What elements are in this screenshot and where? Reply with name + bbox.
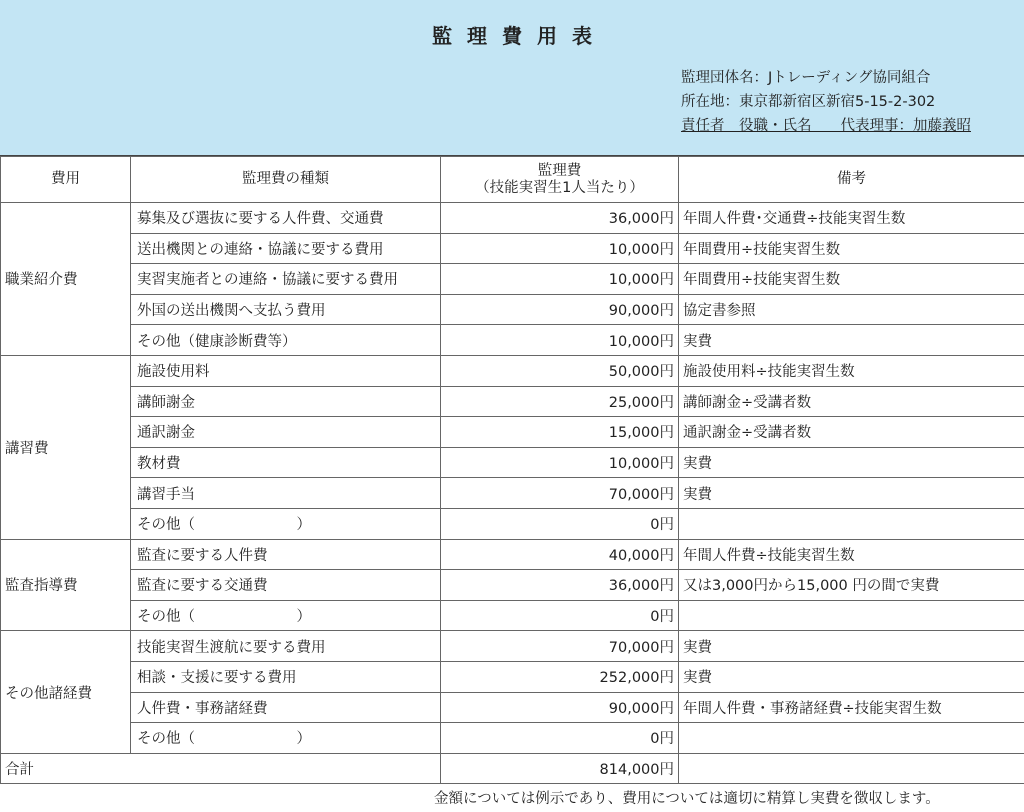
footnote: 金額については例示であり、費用については適切に精算し実費を徴収します。 <box>434 791 940 807</box>
table-row <box>1 478 1024 509</box>
amount-cell: 0円 <box>441 600 679 631</box>
amount-cell: 10,000円 <box>441 325 679 356</box>
amount-cell: 70,000円 <box>441 631 679 662</box>
type-cell: その他（健康診断費等） <box>131 325 441 356</box>
table-row <box>1 570 1024 601</box>
amount-cell: 15,000円 <box>441 417 679 448</box>
amount-cell: 50,000円 <box>441 355 679 386</box>
category-cell: 職業紹介費 <box>1 203 131 356</box>
note-cell <box>679 508 1024 539</box>
type-cell: 人件費・事務諸経費 <box>131 692 441 723</box>
type-cell: その他（ ） <box>131 723 441 754</box>
table-row <box>1 203 1024 234</box>
note-cell: 実費 <box>679 325 1024 356</box>
type-cell: 外国の送出機関へ支払う費用 <box>131 294 441 325</box>
type-cell: 講師謝金 <box>131 386 441 417</box>
total-row <box>1 753 1024 784</box>
org-responsible: 責任者 役職・氏名 代表理事：加藤義昭 <box>681 118 971 134</box>
table-row <box>1 539 1024 570</box>
table-header-row <box>1 157 1024 203</box>
note-cell <box>679 723 1024 754</box>
col-header-type: 監理費の種類 <box>131 157 441 203</box>
type-cell: 教材費 <box>131 447 441 478</box>
amount-cell: 0円 <box>441 723 679 754</box>
table-row <box>1 723 1024 754</box>
table-row <box>1 692 1024 723</box>
table-row <box>1 325 1024 356</box>
fee-table <box>0 156 1024 784</box>
type-cell: その他（ ） <box>131 600 441 631</box>
category-cell: 監査指導費 <box>1 539 131 631</box>
table-row <box>1 233 1024 264</box>
type-cell: 監査に要する交通費 <box>131 570 441 601</box>
note-cell: 実費 <box>679 631 1024 662</box>
amount-cell: 40,000円 <box>441 539 679 570</box>
page-title: 監理費用表 <box>432 24 607 48</box>
col-header-amount-line1: 監理費 <box>537 162 582 179</box>
type-cell: 技能実習生渡航に要する費用 <box>131 631 441 662</box>
total-note-cell <box>679 753 1024 784</box>
amount-cell: 10,000円 <box>441 264 679 295</box>
note-cell: 通訳謝金÷受講者数 <box>679 417 1024 448</box>
type-cell: 施設使用料 <box>131 355 441 386</box>
note-cell: 又は3,000円から15,000 円の間で実費 <box>679 570 1024 601</box>
amount-cell: 36,000円 <box>441 570 679 601</box>
col-header-note: 備考 <box>679 157 1024 203</box>
type-cell: その他（ ） <box>131 508 441 539</box>
col-header-category: 費用 <box>1 157 131 203</box>
note-cell: 年間費用÷技能実習生数 <box>679 264 1024 295</box>
amount-cell: 252,000円 <box>441 661 679 692</box>
table-row <box>1 600 1024 631</box>
note-cell: 年間人件費・事務諸経費÷技能実習生数 <box>679 692 1024 723</box>
total-blank-cell <box>131 753 441 784</box>
amount-cell: 10,000円 <box>441 233 679 264</box>
col-header-amount-line2: （技能実習生1人当たり） <box>475 179 644 196</box>
table-row <box>1 631 1024 662</box>
amount-cell: 25,000円 <box>441 386 679 417</box>
amount-cell: 90,000円 <box>441 294 679 325</box>
table-body <box>1 203 1024 784</box>
note-cell: 講師謝金÷受講者数 <box>679 386 1024 417</box>
category-cell: その他諸経費 <box>1 631 131 753</box>
table-row <box>1 386 1024 417</box>
type-cell: 送出機関との連絡・協議に要する費用 <box>131 233 441 264</box>
type-cell: 通訳謝金 <box>131 417 441 448</box>
note-cell: 実費 <box>679 478 1024 509</box>
note-cell: 年間人件費÷技能実習生数 <box>679 539 1024 570</box>
table-row <box>1 294 1024 325</box>
type-cell: 講習手当 <box>131 478 441 509</box>
table-row <box>1 264 1024 295</box>
note-cell: 実費 <box>679 447 1024 478</box>
table-row <box>1 447 1024 478</box>
note-cell: 実費 <box>679 661 1024 692</box>
table-row <box>1 508 1024 539</box>
table-row <box>1 417 1024 448</box>
total-label: 合計 <box>1 753 131 784</box>
note-cell: 協定書参照 <box>679 294 1024 325</box>
amount-cell: 70,000円 <box>441 478 679 509</box>
total-amount: 814,000円 <box>441 753 679 784</box>
org-address: 所在地：東京都新宿区新宿5-15-2-302 <box>681 94 936 110</box>
note-cell <box>679 600 1024 631</box>
note-cell: 年間人件費･交通費÷技能実習生数 <box>679 203 1024 234</box>
org-name: 監理団体名：Jトレーディング協同組合 <box>681 70 931 86</box>
amount-cell: 90,000円 <box>441 692 679 723</box>
table-row <box>1 661 1024 692</box>
note-cell: 施設使用料÷技能実習生数 <box>679 355 1024 386</box>
category-cell: 講習費 <box>1 355 131 539</box>
amount-cell: 10,000円 <box>441 447 679 478</box>
organization-info <box>681 66 971 138</box>
type-cell: 募集及び選抜に要する人件費、交通費 <box>131 203 441 234</box>
amount-cell: 36,000円 <box>441 203 679 234</box>
type-cell: 相談・支援に要する費用 <box>131 661 441 692</box>
type-cell: 監査に要する人件費 <box>131 539 441 570</box>
type-cell: 実習実施者との連絡・協議に要する費用 <box>131 264 441 295</box>
col-header-amount <box>441 157 679 203</box>
amount-cell: 0円 <box>441 508 679 539</box>
header-panel <box>0 0 1024 156</box>
table-row <box>1 355 1024 386</box>
note-cell: 年間費用÷技能実習生数 <box>679 233 1024 264</box>
